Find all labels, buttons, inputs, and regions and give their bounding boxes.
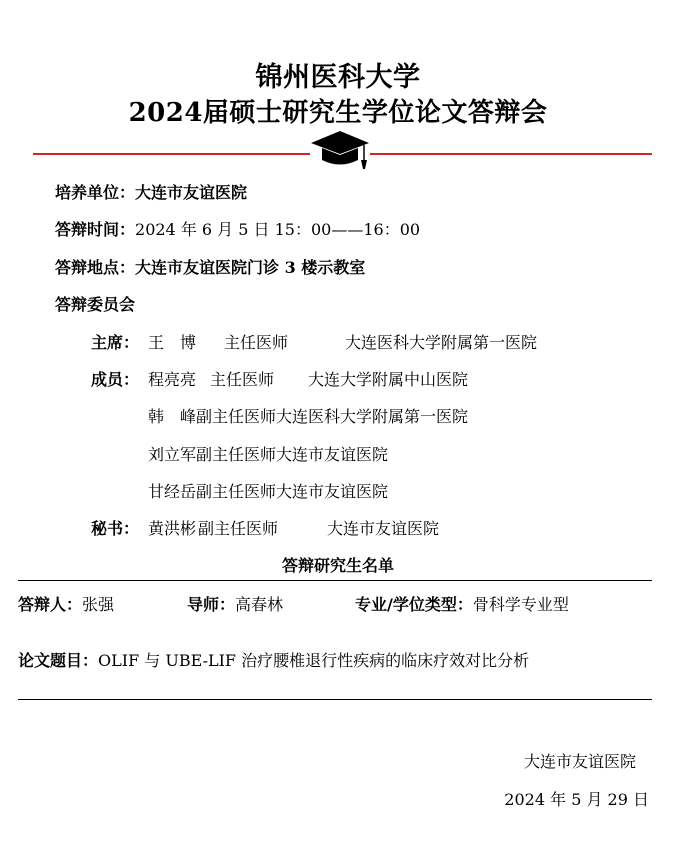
member-1-name: 程亮亮 xyxy=(148,370,197,389)
member-3-title: 副主任医师 xyxy=(196,445,277,464)
thesis-title xyxy=(18,648,529,671)
major xyxy=(355,592,569,615)
member-4-name: 甘经岳 xyxy=(148,482,197,501)
member-3-name: 刘立军 xyxy=(148,445,197,464)
defender xyxy=(18,592,114,615)
secretary-name: 黄洪彬 xyxy=(148,519,197,538)
secretary-title: 副主任医师 xyxy=(198,519,279,538)
defense-place xyxy=(55,255,365,278)
roster-heading: 答辩研究生名单 xyxy=(281,556,394,575)
defense-time-value: 2024 年 6 月 5 日 15：00——16：00 xyxy=(135,220,421,239)
graduation-cap-icon xyxy=(309,127,371,171)
secretary-org: 大连市友谊医院 xyxy=(327,519,440,538)
chair-org: 大连医科大学附属第一医院 xyxy=(345,333,538,352)
major-value: 骨科学专业型 xyxy=(472,595,569,614)
chair-name: 王 博 xyxy=(148,333,197,352)
training-unit-label: 培养单位： xyxy=(55,183,136,202)
footer-org: 大连市友谊医院 xyxy=(523,752,636,771)
right-divider xyxy=(370,153,652,155)
member-1-org: 大连大学附属中山医院 xyxy=(308,370,469,389)
member-1-title: 主任医师 xyxy=(210,370,275,389)
committee-heading: 答辩委员会 xyxy=(55,295,136,314)
defender-value: 张强 xyxy=(82,595,115,614)
event-title: 2024届硕士研究生学位论文答辩会 xyxy=(128,98,548,128)
secretary-label: 秘书： xyxy=(91,519,140,538)
thesis-value: OLIF 与 UBE-LIF 治疗腰椎退行性疾病的临床疗效对比分析 xyxy=(98,651,530,670)
defense-place-value: 大连市友谊医院门诊 3 楼示教室 xyxy=(135,258,366,277)
member-4 xyxy=(148,479,388,502)
member-2-name: 韩 峰 xyxy=(148,407,197,426)
training-unit-value: 大连市友谊医院 xyxy=(135,183,248,202)
member-2-title: 副主任医师 xyxy=(196,407,277,426)
defense-time-label: 答辩时间： xyxy=(55,220,136,239)
university-title: 锦州医科大学 xyxy=(255,62,421,93)
member-3 xyxy=(148,442,388,465)
chair-label: 主席： xyxy=(91,333,140,352)
defense-place-label: 答辩地点： xyxy=(55,258,136,277)
left-divider xyxy=(33,153,310,155)
advisor-label: 导师： xyxy=(187,595,236,614)
major-label: 专业/学位类型： xyxy=(355,595,473,614)
member-4-title: 副主任医师 xyxy=(196,482,277,501)
defense-time xyxy=(55,217,420,240)
advisor-value: 高春林 xyxy=(235,595,284,614)
roster-top-rule xyxy=(18,580,652,581)
roster-bottom-rule xyxy=(18,699,652,700)
defender-label: 答辩人： xyxy=(18,595,83,614)
member-4-org: 大连市友谊医院 xyxy=(276,482,389,501)
footer-date: 2024 年 5 月 29 日 xyxy=(504,790,649,809)
member-3-org: 大连市友谊医院 xyxy=(276,445,389,464)
member-2 xyxy=(148,404,468,427)
chair-title: 主任医师 xyxy=(224,333,289,352)
thesis-label: 论文题目： xyxy=(18,651,99,670)
member-2-org: 大连医科大学附属第一医院 xyxy=(276,407,469,426)
members-label: 成员： xyxy=(91,370,140,389)
training-unit xyxy=(55,180,247,203)
advisor xyxy=(187,592,283,615)
